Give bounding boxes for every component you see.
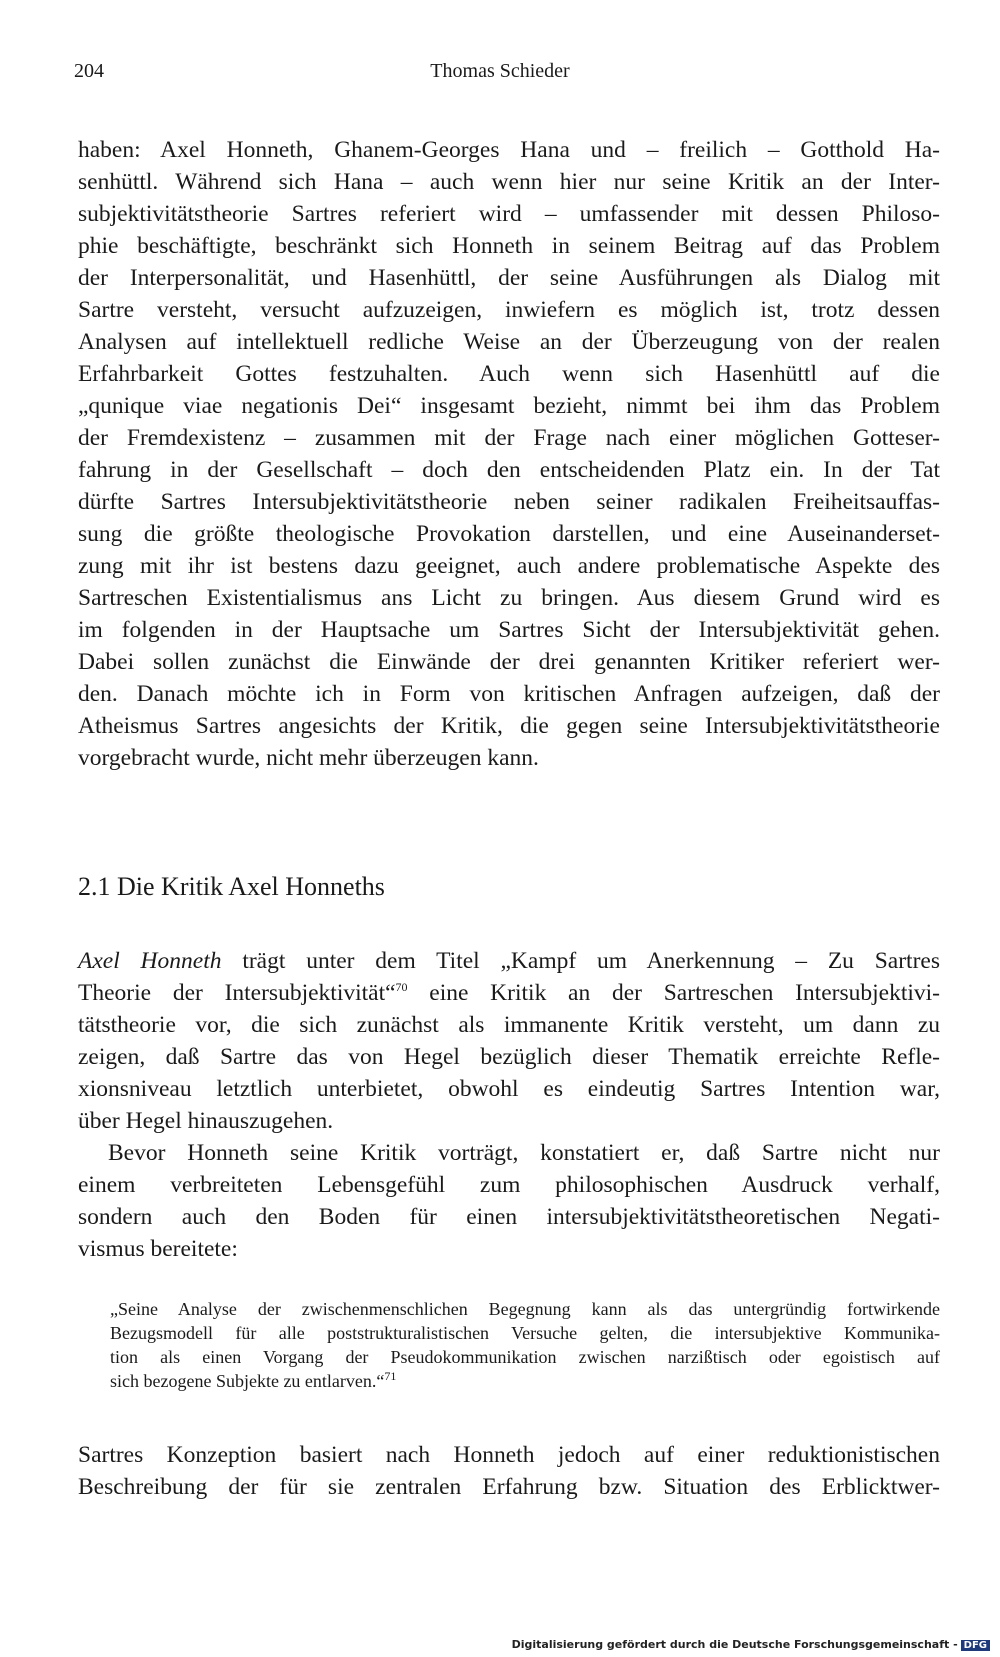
text-line: Erfahrbarkeit Gottes festzuhalten. Auch wenn sich Hasenhüttl auf die bbox=[78, 361, 940, 387]
paragraph-3 bbox=[78, 1137, 940, 1265]
text-line: im folgenden in der Hauptsache um Sartres Sicht der Intersubjektivität gehen. bbox=[78, 617, 940, 643]
text-line bbox=[78, 945, 940, 977]
text-line: den. Danach möchte ich in Form von kritischen Anfragen aufzeigen, daß der bbox=[78, 681, 940, 707]
text-line: einem verbreiteten Lebensgefühl zum philosophischen Ausdruck verhalf, bbox=[78, 1172, 940, 1198]
text-span: trägt unter dem Titel „Kampf um Anerkennung – Zu Sartres bbox=[221, 948, 940, 974]
text-line: subjektivitätstheorie Sartres referiert wird – umfassender mit dessen Philoso- bbox=[78, 201, 940, 227]
quote-line: Bezugsmodell für alle poststrukturalistischen Versuche gelten, die intersubjektive Kommunika- bbox=[110, 1323, 940, 1343]
text-line: sung die größte theologische Provokation darstellen, und eine Auseinanderset- bbox=[78, 521, 940, 547]
text-line: der Fremdexistenz – zusammen mit der Frage nach einer möglichen Gotteser- bbox=[78, 425, 940, 451]
digitization-footer bbox=[512, 1638, 990, 1651]
footnote-ref-70: 70 bbox=[395, 980, 408, 995]
quote-line: tion als einen Vorgang der Pseudokommunikation zwischen narzißtisch oder egoistisch auf bbox=[110, 1347, 940, 1367]
page-number: 204 bbox=[74, 60, 104, 82]
text-line: fahrung in der Gesellschaft – doch den entscheidenden Platz ein. In der Tat bbox=[78, 457, 940, 483]
paragraph-1 bbox=[78, 134, 940, 774]
block-quote bbox=[110, 1297, 940, 1393]
text-line: vismus bereitete: bbox=[78, 1236, 238, 1262]
quote-line: „Seine Analyse der zwischenmenschlichen Begegnung kann als das untergründig fortwirkende bbox=[110, 1299, 940, 1319]
text-line: zeigen, daß Sartre das von Hegel bezüglich dieser Thematik erreichte Refle- bbox=[78, 1044, 940, 1070]
text-line: Dabei sollen zunächst die Einwände der drei genannten Kritiker referiert wer- bbox=[78, 649, 940, 675]
text-line: „qunique viae negationis Dei“ insgesamt bezieht, nimmt bei ihm das Problem bbox=[78, 393, 940, 419]
paragraph-2 bbox=[78, 945, 940, 1137]
text-line: Sartre versteht, versucht aufzuzeigen, inwiefern es möglich ist, trotz dessen bbox=[78, 297, 940, 323]
text-line: der Interpersonalität, und Hasenhüttl, der seine Ausführungen als Dialog mit bbox=[78, 265, 940, 291]
text-line: Beschreibung der für sie zentralen Erfahrung bzw. Situation des Erblicktwer- bbox=[78, 1474, 940, 1500]
quote-line bbox=[110, 1369, 940, 1393]
footnote-ref-71: 71 bbox=[384, 1369, 397, 1383]
text-line: dürfte Sartres Intersubjektivitätstheorie neben seiner radikalen Freiheitsauffas- bbox=[78, 489, 940, 515]
text-line: Bevor Honneth seine Kritik vorträgt, konstatiert er, daß Sartre nicht nur bbox=[108, 1140, 940, 1166]
text-line bbox=[78, 977, 940, 1009]
text-line: vorgebracht wurde, nicht mehr überzeugen kann. bbox=[78, 745, 539, 771]
text-line: sondern auch den Boden für einen intersubjektivitätstheoretischen Negati- bbox=[78, 1204, 940, 1230]
text-line: senhüttl. Während sich Hana – auch wenn hier nur seine Kritik an der Inter- bbox=[78, 169, 940, 195]
text-line: Analysen auf intellektuell redliche Weise an der Überzeugung von der realen bbox=[78, 329, 940, 355]
section-heading: 2.1 Die Kritik Axel Honneths bbox=[78, 872, 385, 901]
dfg-logo: DFG bbox=[961, 1640, 990, 1651]
text-line: tätstheorie vor, die sich zunächst als immanente Kritik versteht, um dann zu bbox=[78, 1012, 940, 1038]
text-line: Sartres Konzeption basiert nach Honneth jedoch auf einer reduktionistischen bbox=[78, 1442, 940, 1468]
text-line: haben: Axel Honneth, Ghanem-Georges Hana und – freilich – Gotthold Ha- bbox=[78, 137, 940, 163]
text-line: phie beschäftigte, beschränkt sich Honneth in seinem Beitrag auf das Problem bbox=[78, 233, 940, 259]
text-line: Sartreschen Existentialismus ans Licht zu bringen. Aus diesem Grund wird es bbox=[78, 585, 940, 611]
text-line: über Hegel hinauszugehen. bbox=[78, 1108, 334, 1134]
text-span: sich bezogene Subjekte zu entlarven.“ bbox=[110, 1371, 385, 1391]
running-head: Thomas Schieder bbox=[430, 60, 570, 82]
text-line: Atheismus Sartres angesichts der Kritik, die gegen seine Intersubjektivitätstheorie bbox=[78, 713, 940, 739]
text-span: Theorie der Intersubjektivität“ bbox=[78, 980, 396, 1006]
author-name: Axel Honneth bbox=[78, 948, 222, 974]
footer-text: Digitalisierung gefördert durch die Deutsche Forschungsgemeinschaft - bbox=[511, 1638, 958, 1651]
text-line: xionsniveau letztlich unterbietet, obwohl es eindeutig Sartres Intention war, bbox=[78, 1076, 940, 1102]
text-span: eine Kritik an der Sartreschen Intersubjektivi- bbox=[407, 980, 940, 1006]
text-line: zung mit ihr ist bestens dazu geeignet, auch andere problematische Aspekte des bbox=[78, 553, 940, 579]
paragraph-4 bbox=[78, 1439, 940, 1503]
